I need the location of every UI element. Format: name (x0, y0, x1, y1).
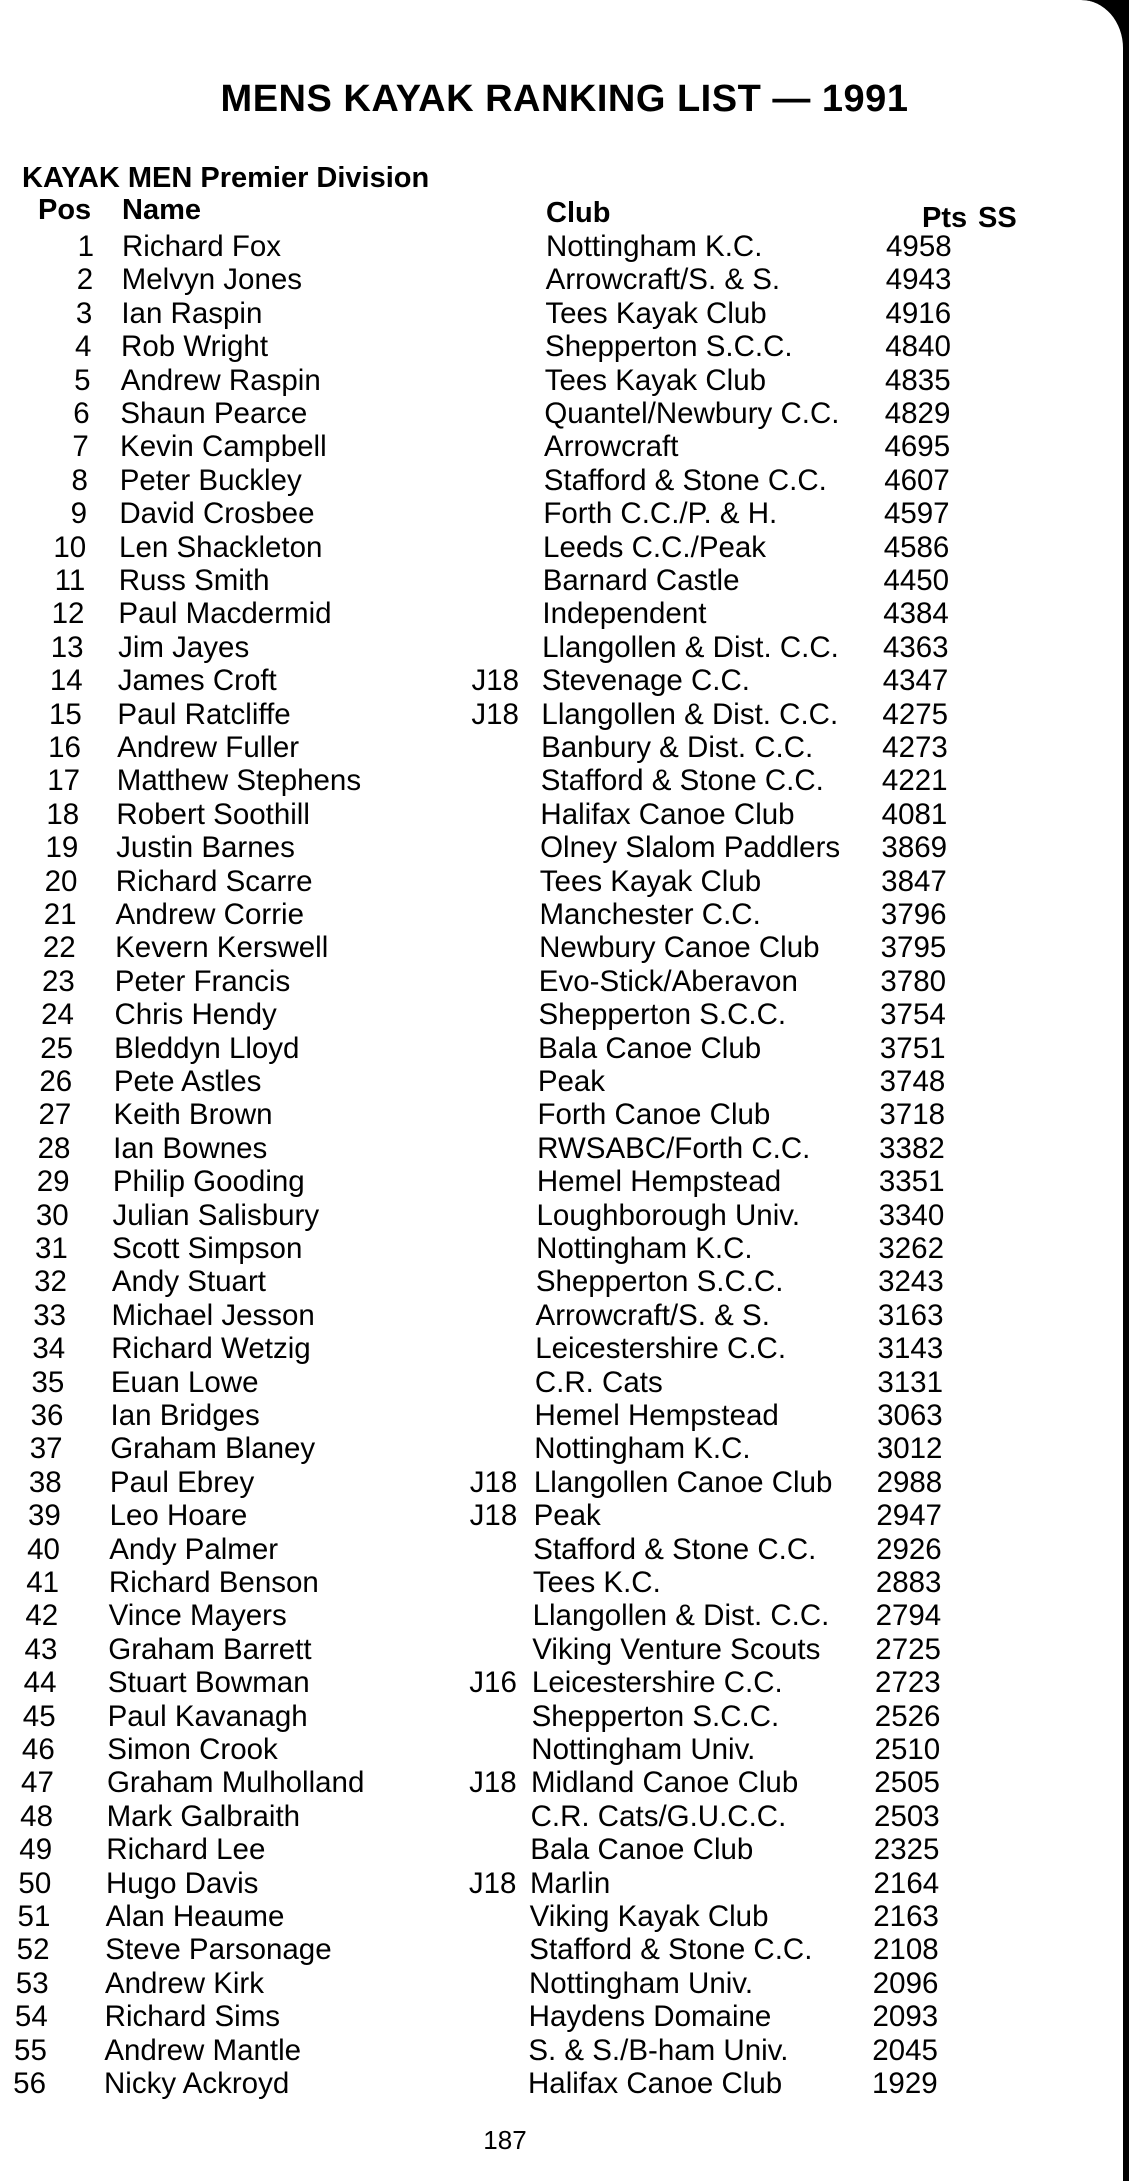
table-row (0, 564, 1129, 597)
row-name: Ian Raspin (121, 296, 263, 330)
table-row (0, 1666, 1129, 1699)
row-name: Paul Ratcliffe (117, 697, 291, 731)
row-club: Hemel Hempstead (536, 1165, 782, 1199)
row-position: 31 (35, 1232, 68, 1265)
row-name: Mark Galbraith (106, 1799, 301, 1833)
row-position: 38 (28, 1465, 62, 1499)
table-row (0, 831, 1129, 864)
row-club: Manchester C.C. (539, 898, 761, 931)
row-name: Andrew Fuller (117, 731, 300, 764)
table-row (0, 1199, 1129, 1232)
row-points: 3754 (880, 998, 946, 1032)
row-position: 25 (40, 1031, 74, 1065)
row-club: Arrowcraft/S. & S. (545, 263, 781, 297)
table-row (0, 1633, 1129, 1666)
row-club: Forth Canoe Club (537, 1098, 771, 1132)
row-points: 4695 (884, 430, 951, 464)
table-row (0, 397, 1129, 430)
row-points: 3163 (877, 1298, 944, 1332)
row-position: 27 (38, 1098, 72, 1132)
table-row (0, 1366, 1129, 1399)
row-position: 39 (28, 1499, 61, 1533)
row-position: 52 (16, 1933, 50, 1967)
row-name: Leo Hoare (109, 1499, 248, 1533)
row-points: 2723 (875, 1666, 941, 1700)
row-name: Nicky Ackroyd (104, 2067, 290, 2100)
row-club: Newbury Canoe Club (539, 931, 820, 965)
row-points: 3243 (878, 1265, 944, 1299)
table-row (0, 1800, 1129, 1833)
row-position: 34 (32, 1332, 66, 1366)
row-name: Julian Salisbury (112, 1198, 320, 1232)
row-name: Simon Crook (107, 1733, 278, 1766)
row-points: 3796 (880, 898, 947, 931)
row-name: Richard Lee (106, 1833, 266, 1867)
row-name: Matthew Stephens (116, 764, 362, 798)
row-club: Llangollen & Dist. C.C. (542, 630, 839, 664)
row-name: Michael Jesson (111, 1298, 315, 1332)
row-name: Paul Ebrey (109, 1465, 255, 1499)
row-club: Forth C.C./P. & H. (543, 497, 778, 531)
row-name: Pete Astles (113, 1065, 262, 1098)
row-name: Richard Sims (104, 2000, 281, 2034)
row-club: Shepperton S.C.C. (531, 1699, 780, 1733)
row-points: 3718 (879, 1098, 946, 1132)
table-row (0, 1900, 1129, 1933)
row-points: 4221 (881, 764, 948, 798)
row-points: 4943 (885, 263, 952, 297)
row-name: Chris Hendy (114, 998, 277, 1032)
row-position: 46 (21, 1733, 55, 1766)
row-junior-class: J18 (471, 697, 519, 731)
row-name: Peter Francis (114, 964, 291, 998)
row-points: 3340 (878, 1198, 945, 1232)
page-title: MENS KAYAK RANKING LIST — 1991 (220, 78, 909, 120)
row-position: 3 (75, 296, 93, 330)
table-row (0, 430, 1129, 463)
row-points: 2526 (874, 1699, 941, 1733)
row-points: 2510 (874, 1733, 941, 1766)
table-row (0, 2034, 1129, 2067)
row-name: Vince Mayers (108, 1599, 287, 1633)
row-position: 10 (53, 530, 87, 564)
row-name: Richard Wetzig (111, 1332, 311, 1366)
row-name: Philip Gooding (112, 1165, 305, 1199)
table-row (0, 731, 1129, 764)
row-name: Hugo Davis (105, 1866, 259, 1900)
header-pts: Pts (922, 202, 968, 234)
row-points: 2093 (872, 2000, 939, 2034)
row-position: 29 (36, 1165, 70, 1199)
table-row (0, 631, 1129, 664)
row-club: Llangollen Canoe Club (533, 1465, 833, 1499)
table-row (0, 464, 1129, 497)
row-club: Leicestershire C.C. (535, 1332, 787, 1366)
row-points: 3382 (879, 1131, 945, 1165)
row-club: Viking Kayak Club (529, 1900, 769, 1933)
row-name: Graham Barrett (108, 1632, 312, 1666)
row-club: Nottingham K.C. (536, 1232, 753, 1265)
row-points: 2926 (876, 1532, 942, 1566)
row-name: Shaun Pearce (120, 397, 308, 430)
table-row (0, 798, 1129, 831)
table-row (0, 1432, 1129, 1465)
row-position: 16 (48, 731, 81, 764)
table-row (0, 1599, 1129, 1632)
row-club: Bala Canoe Club (538, 1031, 762, 1065)
row-position: 18 (46, 797, 80, 831)
row-position: 20 (44, 864, 78, 898)
row-points: 4586 (883, 530, 950, 564)
row-points: 3751 (879, 1031, 946, 1065)
row-position: 33 (33, 1298, 67, 1332)
row-points: 3012 (876, 1432, 943, 1466)
row-club: Llangollen & Dist. C.C. (532, 1599, 830, 1633)
row-name: Scott Simpson (112, 1232, 303, 1265)
table-row (0, 230, 1129, 263)
row-points: 4597 (883, 497, 950, 531)
row-position: 53 (15, 1966, 49, 2000)
table-row (0, 1399, 1129, 1432)
row-club: Barnard Castle (542, 564, 740, 597)
row-points: 4275 (882, 697, 949, 731)
table-row (0, 364, 1129, 397)
row-club: Tees Kayak Club (544, 363, 767, 397)
row-club: Stafford & Stone C.C. (543, 463, 827, 497)
table-row (0, 965, 1129, 998)
row-position: 42 (25, 1599, 59, 1633)
row-name: Peter Buckley (119, 463, 302, 497)
row-name: Andrew Kirk (104, 1966, 264, 2000)
row-club: Tees Kayak Club (545, 296, 767, 330)
row-points: 2947 (876, 1499, 942, 1533)
table-row (0, 1032, 1129, 1065)
row-position: 40 (27, 1532, 60, 1566)
row-position: 7 (72, 430, 89, 464)
row-club: Halifax Canoe Club (528, 2067, 783, 2100)
row-club: Peak (533, 1499, 601, 1533)
row-position: 26 (39, 1065, 73, 1098)
table-row (0, 898, 1129, 931)
row-points: 3795 (880, 931, 947, 965)
row-points: 4450 (883, 564, 950, 597)
table-row (0, 597, 1129, 630)
row-name: Alan Heaume (105, 1900, 285, 1933)
table-row (0, 1700, 1129, 1733)
row-points: 4384 (883, 597, 949, 631)
row-club: Midland Canoe Club (530, 1766, 799, 1800)
row-points: 2045 (872, 2033, 938, 2067)
row-position: 23 (41, 964, 75, 998)
row-points: 4363 (882, 630, 949, 664)
row-club: Peak (537, 1065, 606, 1098)
row-position: 21 (43, 898, 77, 931)
row-points: 3780 (880, 964, 947, 998)
row-name: Paul Macdermid (118, 597, 332, 631)
row-club: Shepperton S.C.C. (538, 998, 787, 1032)
table-row (0, 1733, 1129, 1766)
row-name: Russ Smith (118, 564, 270, 597)
row-club: Arrowcraft/S. & S. (535, 1298, 770, 1332)
row-points: 2163 (873, 1900, 939, 1933)
table-row (0, 297, 1129, 330)
table-row (0, 1566, 1129, 1599)
row-position: 43 (24, 1632, 58, 1666)
row-name: David Crosbee (119, 497, 315, 531)
row-position: 36 (30, 1399, 64, 1432)
row-points: 3869 (881, 831, 948, 865)
table-row (0, 1232, 1129, 1265)
row-position: 8 (71, 463, 88, 497)
row-club: Banbury & Dist. C.C. (541, 731, 814, 764)
table-row (0, 1466, 1129, 1499)
row-points: 1929 (872, 2067, 938, 2100)
table-row (0, 1533, 1129, 1566)
row-club: Leeds C.C./Peak (543, 530, 767, 564)
table-row (0, 1265, 1129, 1298)
row-club: Arrowcraft (544, 430, 679, 464)
row-club: RWSABC/Forth C.C. (537, 1131, 811, 1165)
row-name: Kevern Kerswell (115, 931, 329, 965)
row-points: 2883 (875, 1566, 942, 1599)
row-junior-class: J18 (469, 1465, 518, 1499)
row-club: Quantel/Newbury C.C. (544, 397, 840, 430)
table-row (0, 1967, 1129, 2000)
row-name: Rob Wright (121, 330, 269, 364)
row-club: Nottingham Univ. (528, 1966, 754, 2000)
row-points: 2725 (875, 1632, 941, 1666)
table-row (0, 531, 1129, 564)
row-club: Evo-Stick/Aberavon (538, 964, 798, 998)
row-club: Nottingham K.C. (534, 1432, 751, 1466)
row-position: 35 (31, 1365, 65, 1399)
row-position: 28 (37, 1131, 71, 1165)
row-points: 3748 (879, 1065, 946, 1098)
row-points: 4835 (884, 363, 951, 397)
row-position: 11 (54, 564, 86, 597)
header-name: Name (122, 194, 201, 226)
row-position: 4 (74, 330, 92, 364)
row-points: 2988 (876, 1465, 943, 1499)
row-name: Euan Lowe (110, 1365, 259, 1399)
row-position: 22 (42, 931, 76, 965)
row-name: Ian Bridges (110, 1399, 260, 1432)
row-name: Kevin Campbell (120, 430, 327, 464)
row-name: Bleddyn Lloyd (114, 1031, 300, 1065)
row-position: 41 (26, 1566, 60, 1599)
table-row (0, 497, 1129, 530)
table-row (0, 664, 1129, 697)
row-points: 4916 (885, 296, 952, 330)
row-club: Llangollen & Dist. C.C. (541, 697, 839, 731)
row-name: Ian Bownes (113, 1131, 268, 1165)
table-row (0, 1867, 1129, 1900)
table-row (0, 1065, 1129, 1098)
table-row (0, 330, 1129, 363)
row-junior-class: J16 (469, 1666, 517, 1700)
row-name: Paul Kavanagh (107, 1699, 308, 1733)
row-points: 2503 (874, 1799, 940, 1833)
row-name: Andy Stuart (111, 1265, 266, 1299)
row-position: 56 (13, 2067, 46, 2100)
row-position: 15 (48, 697, 82, 731)
row-club: Independent (542, 597, 707, 631)
table-row (0, 764, 1129, 797)
row-position: 19 (45, 831, 79, 865)
row-position: 45 (22, 1699, 56, 1733)
row-position: 17 (47, 764, 81, 798)
row-name: Melvyn Jones (121, 263, 303, 297)
row-club: Loughborough Univ. (536, 1198, 801, 1232)
row-name: Jim Jayes (118, 630, 250, 664)
row-club: Shepperton S.C.C. (535, 1265, 784, 1299)
row-position: 9 (70, 497, 88, 531)
row-points: 2108 (873, 1933, 939, 1967)
row-name: Andrew Raspin (120, 363, 321, 397)
page-number: 187 (483, 2125, 527, 2155)
row-junior-class: J18 (469, 1499, 518, 1533)
row-name: Andrew Mantle (104, 2033, 302, 2067)
row-position: 14 (49, 664, 83, 698)
row-name: Justin Barnes (116, 831, 295, 865)
row-club: Hemel Hempstead (534, 1399, 779, 1432)
row-name: Andy Palmer (109, 1532, 279, 1566)
division-heading: KAYAK MEN Premier Division (22, 162, 430, 194)
row-points: 2505 (874, 1766, 940, 1800)
row-name: Richard Fox (122, 230, 282, 263)
row-club: C.R. Cats (534, 1365, 663, 1399)
row-position: 32 (34, 1265, 67, 1299)
table-row (0, 998, 1129, 1031)
table-row (0, 1132, 1129, 1165)
row-points: 4958 (886, 230, 952, 263)
row-club: Nottingham Univ. (531, 1733, 756, 1766)
row-points: 4607 (884, 463, 950, 497)
row-club: S. & S./B-ham Univ. (528, 2033, 789, 2067)
row-position: 48 (20, 1799, 53, 1833)
row-club: Viking Venture Scouts (532, 1632, 821, 1666)
row-name: Graham Mulholland (106, 1766, 365, 1800)
row-points: 4829 (884, 397, 951, 430)
row-junior-class: J18 (471, 664, 520, 698)
table-row (0, 865, 1129, 898)
row-name: Steve Parsonage (105, 1933, 332, 1967)
row-position: 30 (35, 1198, 69, 1232)
row-position: 49 (19, 1833, 53, 1867)
table-row (0, 263, 1129, 296)
row-position: 37 (29, 1432, 63, 1466)
row-points: 3131 (877, 1365, 943, 1399)
row-points: 2164 (873, 1866, 940, 1900)
row-club: Tees K.C. (532, 1566, 661, 1599)
table-row (0, 2000, 1129, 2033)
row-club: Stevenage C.C. (541, 664, 750, 698)
row-position: 44 (23, 1666, 57, 1700)
row-points: 2325 (873, 1833, 940, 1867)
row-position: 2 (76, 263, 94, 297)
row-points: 3351 (878, 1165, 945, 1199)
row-name: Andrew Corrie (115, 898, 304, 931)
row-junior-class: J18 (469, 1766, 517, 1800)
row-club: Halifax Canoe Club (540, 797, 795, 831)
row-club: Olney Slalom Paddlers (540, 831, 841, 865)
row-position: 55 (14, 2033, 47, 2067)
row-position: 6 (73, 397, 90, 430)
row-club: Stafford & Stone C.C. (540, 764, 824, 798)
row-position: 5 (74, 363, 91, 397)
row-points: 3143 (877, 1332, 944, 1366)
row-points: 4081 (881, 797, 948, 831)
row-name: James Croft (117, 664, 277, 698)
row-position: 12 (51, 597, 85, 631)
row-points: 2794 (875, 1599, 942, 1633)
header-pos: Pos (38, 194, 92, 226)
row-points: 4840 (885, 330, 951, 364)
table-row (0, 698, 1129, 731)
row-position: 50 (18, 1866, 52, 1900)
row-junior-class: J18 (468, 1866, 517, 1900)
header-ss: SS (978, 202, 1017, 234)
row-position: 51 (17, 1900, 51, 1933)
row-club: Marlin (529, 1866, 611, 1900)
row-position: 24 (41, 998, 74, 1032)
row-position: 54 (14, 2000, 48, 2034)
row-club: Nottingham K.C. (546, 230, 763, 263)
table-row (0, 2067, 1129, 2100)
table-row (0, 1933, 1129, 1966)
row-club: Leicestershire C.C. (531, 1666, 783, 1700)
row-club: Tees Kayak Club (539, 864, 762, 898)
row-name: Richard Benson (108, 1566, 319, 1599)
table-row (0, 1833, 1129, 1866)
table-row (0, 1332, 1129, 1365)
row-points: 3262 (878, 1232, 944, 1265)
row-points: 3847 (881, 864, 947, 898)
row-club: Shepperton S.C.C. (545, 330, 793, 364)
row-name: Stuart Bowman (107, 1666, 310, 1700)
row-club: Stafford & Stone C.C. (533, 1532, 817, 1566)
row-points: 3063 (877, 1399, 943, 1432)
row-name: Len Shackleton (119, 530, 323, 564)
table-row (0, 1766, 1129, 1799)
row-club: Stafford & Stone C.C. (529, 1933, 813, 1967)
table-row (0, 1165, 1129, 1198)
row-club: Bala Canoe Club (530, 1833, 754, 1867)
table-row (0, 1299, 1129, 1332)
table-row (0, 931, 1129, 964)
row-name: Keith Brown (113, 1098, 273, 1132)
row-name: Robert Soothill (116, 797, 310, 831)
table-row (0, 1499, 1129, 1532)
row-club: Haydens Domaine (528, 2000, 772, 2034)
row-position: 47 (21, 1766, 54, 1800)
row-points: 4347 (882, 664, 949, 698)
row-position: 13 (50, 630, 84, 664)
header-club: Club (546, 197, 611, 229)
row-name: Richard Scarre (115, 864, 313, 898)
row-points: 2096 (872, 1966, 939, 2000)
row-points: 4273 (882, 731, 948, 764)
row-position: 1 (77, 230, 94, 263)
table-row (0, 1098, 1129, 1131)
row-club: C.R. Cats/G.U.C.C. (530, 1799, 787, 1833)
row-name: Graham Blaney (110, 1432, 316, 1466)
